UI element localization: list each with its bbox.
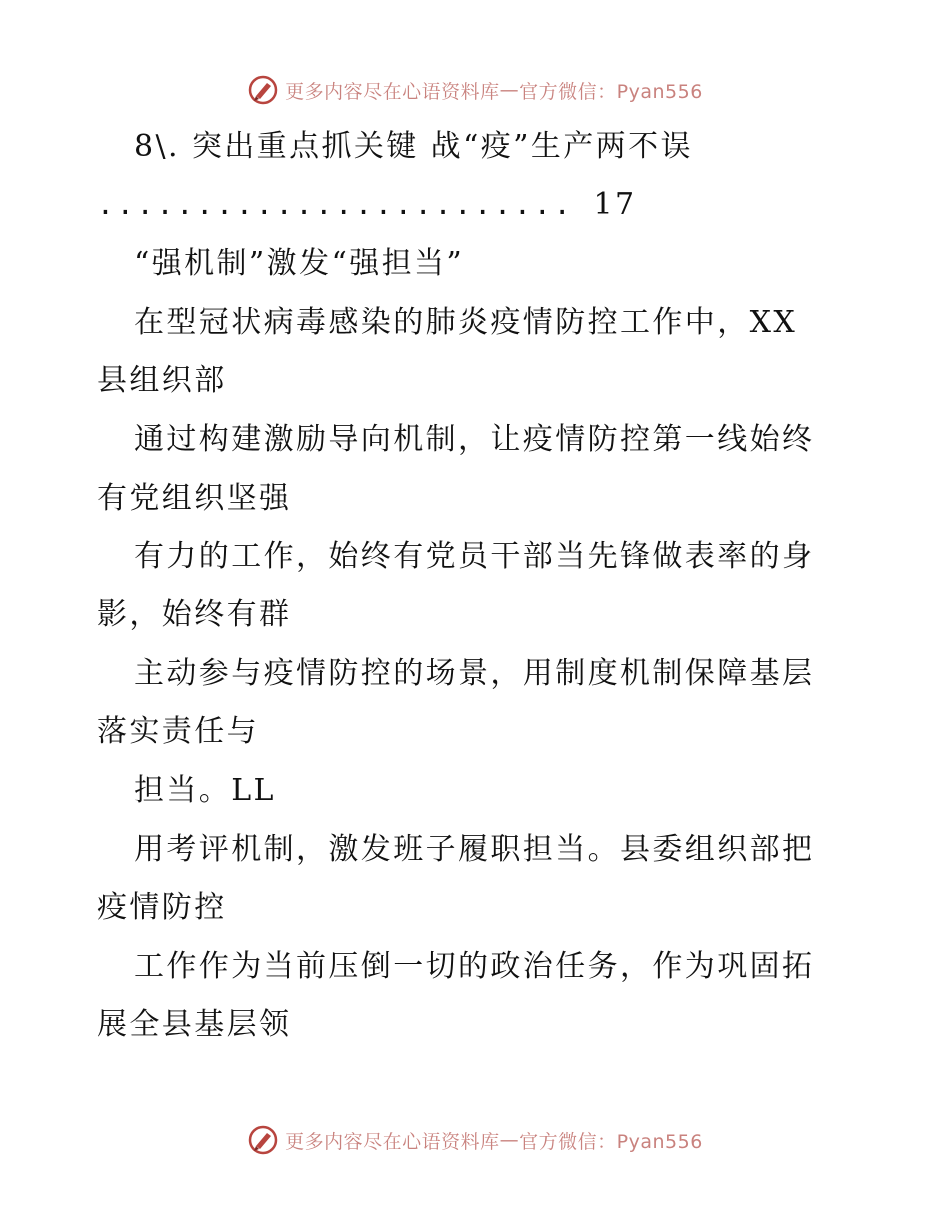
- paragraph-line: 落实责任与: [97, 714, 259, 749]
- watermark-wechat-text: 官方微信：Pyan556: [519, 1130, 703, 1153]
- paragraph-line: 主动参与疫情防控的场景，用制度机制保障基层: [134, 656, 815, 691]
- section-heading: “强机制”激发“强担当”: [134, 246, 465, 281]
- toc-entry-leader: ........................: [97, 188, 574, 221]
- watermark-site-text: 更多内容尽在心语资料库: [285, 1130, 500, 1153]
- toc-entry-page-number: 17: [593, 187, 637, 222]
- pen-logo-icon: [247, 74, 279, 106]
- toc-entry-leader-row: [97, 187, 637, 223]
- paragraph-line: 有党组织坚强: [97, 481, 292, 516]
- watermark-separator: —: [499, 79, 520, 101]
- watermark-site-text: 更多内容尽在心语资料库: [285, 80, 500, 103]
- paragraph-line: 县组织部: [97, 363, 227, 398]
- paragraph-line: 展全县基层领: [97, 1007, 292, 1042]
- paragraph-line: 工作作为当前压倒一切的政治任务，作为巩固拓: [134, 949, 815, 984]
- header-watermark: [0, 72, 950, 108]
- paragraph-line: 有力的工作，始终有党员干部当先锋做表率的身: [134, 539, 815, 574]
- paragraph-line: 用考评机制，激发班子履职担当。县委组织部把: [134, 832, 815, 867]
- toc-entry-title: 8\. 突出重点抓关键 战“疫”生产两不误: [134, 129, 693, 164]
- paragraph-line: 影，始终有群: [97, 597, 292, 632]
- paragraph-line: 担当。LL: [134, 773, 276, 808]
- watermark-separator: —: [499, 1129, 520, 1151]
- watermark-wechat-text: 官方微信：Pyan556: [519, 80, 703, 103]
- paragraph-line: 通过构建激励导向机制，让疫情防控第一线始终: [134, 422, 815, 457]
- pen-logo-icon: [247, 1124, 279, 1156]
- paragraph-line: 疫情防控: [97, 890, 227, 925]
- footer-watermark: [0, 1122, 950, 1158]
- paragraph-line: 在型冠状病毒感染的肺炎疫情防控工作中，XX: [134, 305, 798, 340]
